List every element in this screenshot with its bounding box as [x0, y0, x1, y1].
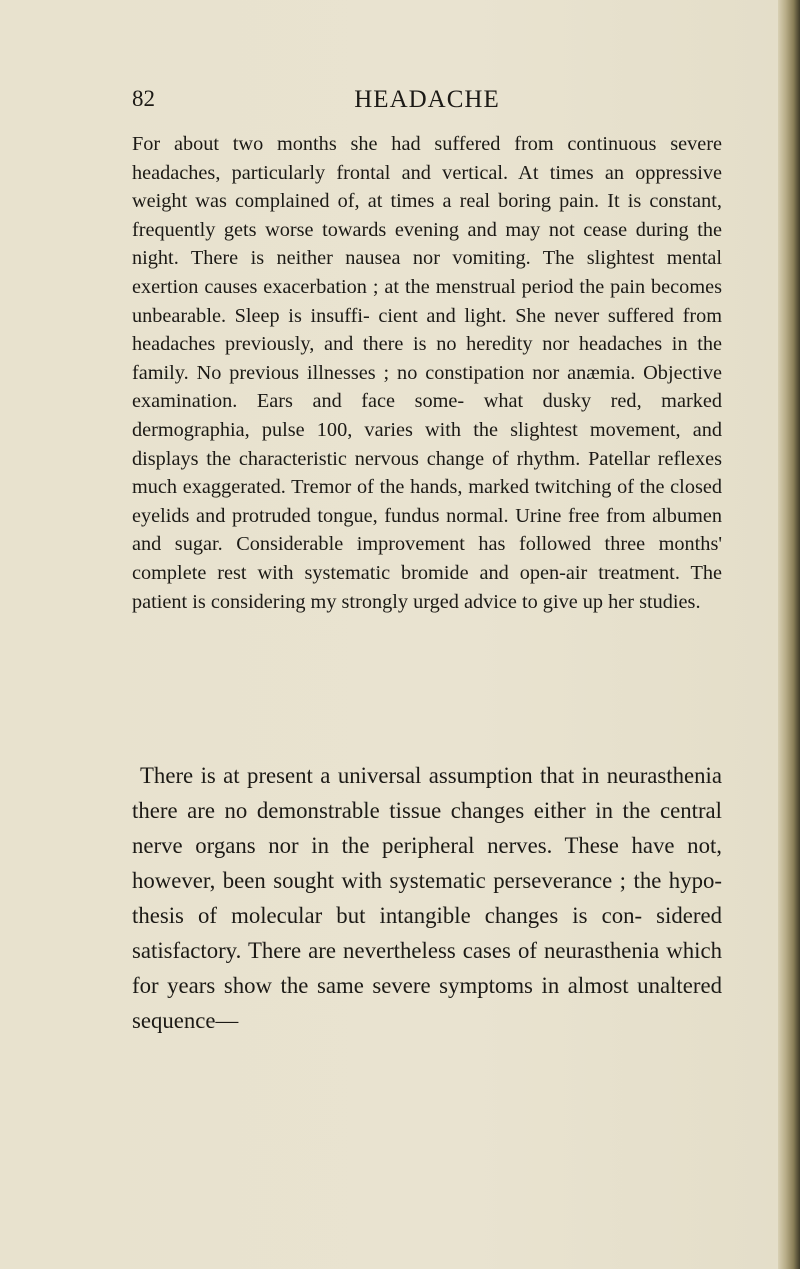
page-number: 82: [132, 86, 155, 111]
page-header: [132, 86, 722, 122]
book-spine-edge: [778, 0, 800, 1269]
case-report-paragraph: For about two months she had suffered from continuous severe headaches, particularly frontal and vertical. At times an oppressive weight was complained of, at times a real boring pain. It is constant, frequently gets worse towards evening and may not cease during the night. There is neither nausea nor vomiting. The slightest mental exertion causes exacerbation ; at the menstrual period the pain becomes unbearable. Sleep is insuffi- cient and light. She never suffered from headaches previously, and there is no heredity nor headaches in the family. No previous illnesses ; no constipation nor anæmia. Objective examination. Ears and face some- what dusky red, marked dermographia, pulse 100, varies with the slightest movement, and displays the characteristic nervous change of rhythm. Patellar reflexes much exaggerated. Tremor of the hands, marked twitching of the closed eyelids and protruded tongue, fundus normal. Urine free from albumen and sugar. Considerable improvement has followed three months' complete rest with systematic bromide and open-air treatment. The patient is considering my strongly urged advice to give up her studies.: [132, 133, 722, 613]
running-title: HEADACHE: [354, 86, 500, 113]
discussion-paragraph: There is at present a universal assumption that in neurasthenia there are no demonstrable tissue changes either in the central nerve organs nor in the peripheral nerves. These have not, however, been sought with systematic perseverance ; the hypo- thesis of molecular but intangible changes is con- sidered satisfactory. There are nevertheless cases of neurasthenia which for years show the same severe symptoms in almost unaltered sequence—: [132, 763, 722, 1033]
